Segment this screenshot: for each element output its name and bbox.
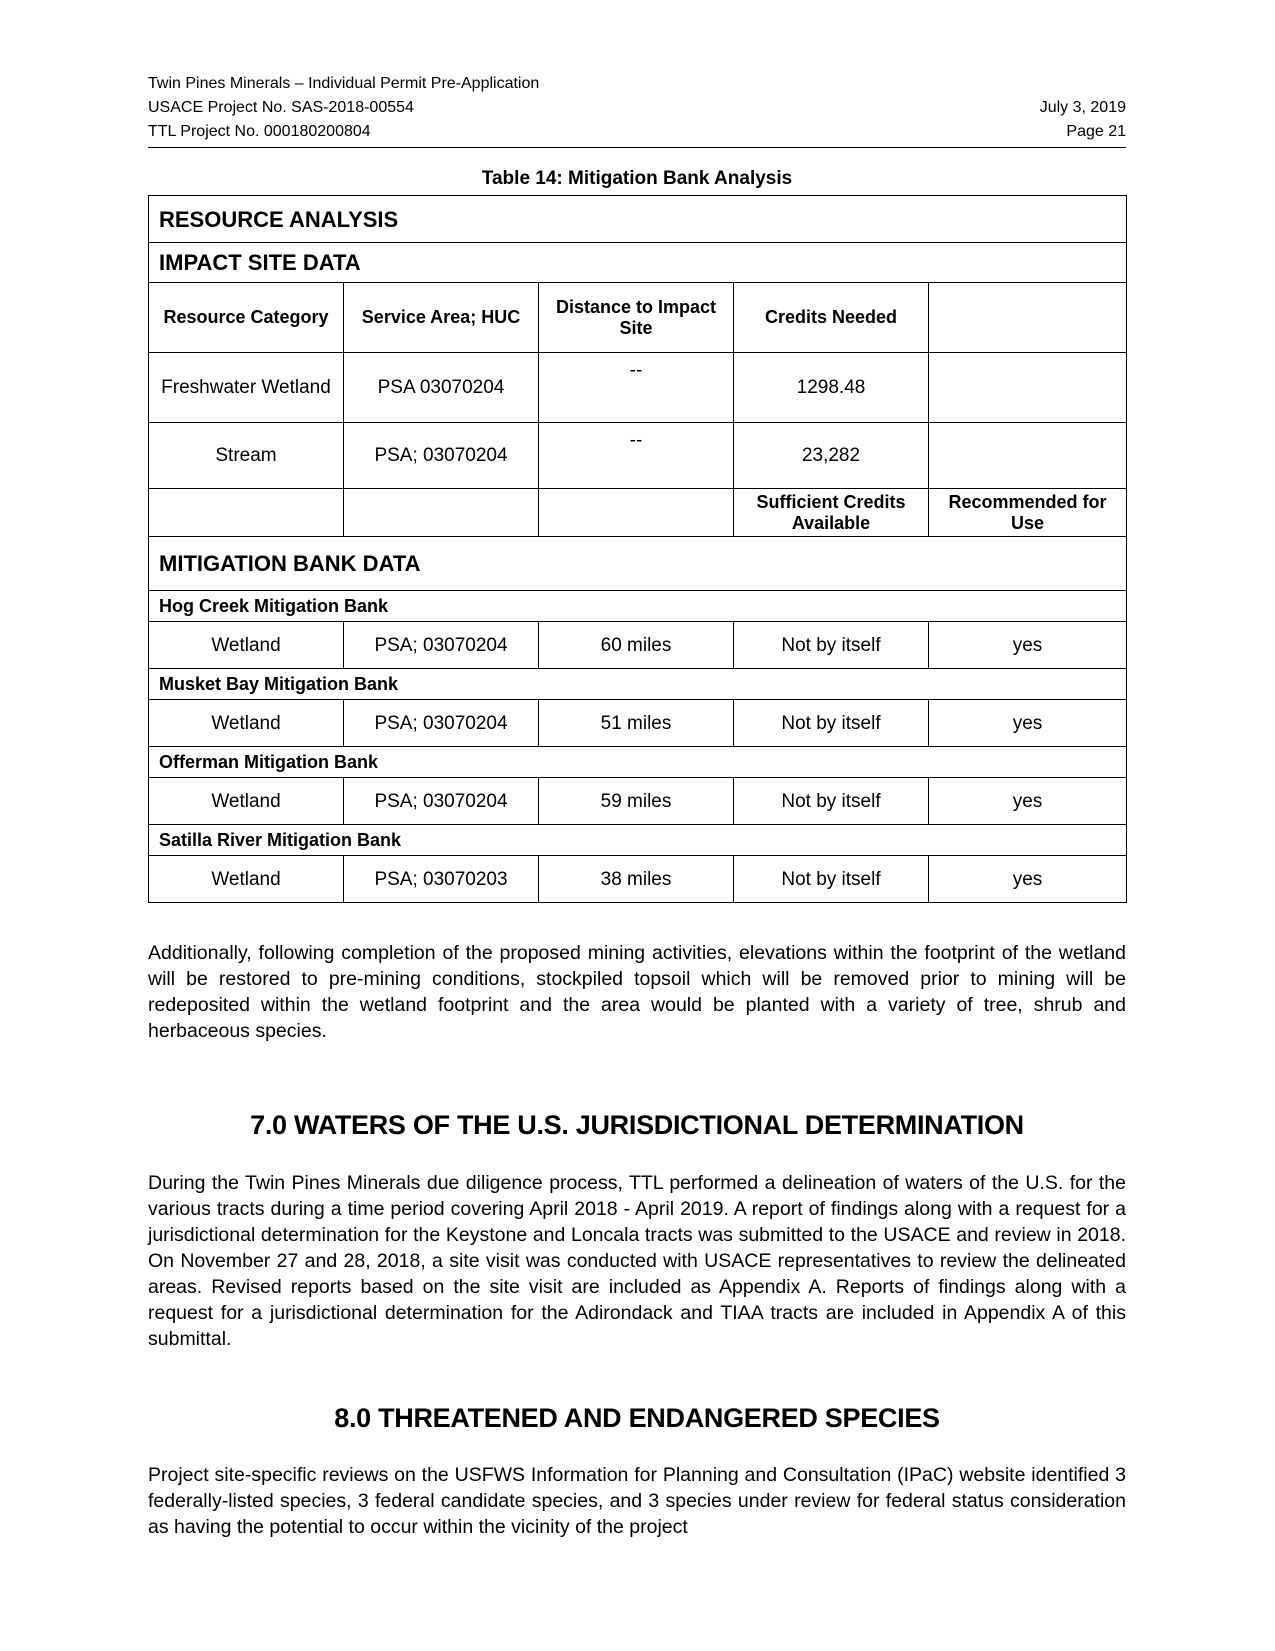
table-cell: Wetland [149, 778, 344, 825]
bank-name: Offerman Mitigation Bank [149, 747, 1127, 778]
table-cell: PSA; 03070203 [344, 856, 539, 903]
table-cell: -- [539, 423, 734, 489]
table-cell: yes [929, 778, 1127, 825]
header-title: Twin Pines Minerals – Individual Permit Pre-Application [148, 75, 540, 92]
section-impact-site-data: IMPACT SITE DATA [149, 243, 1127, 283]
table-cell: 51 miles [539, 700, 734, 747]
table-cell [929, 423, 1127, 489]
section-heading-7: 7.0 WATERS OF THE U.S. JURISDICTIONAL DETERMINATION [250, 1110, 1024, 1140]
header-usace-project: USACE Project No. SAS-2018-00554 [148, 99, 414, 116]
header-ttl-project: TTL Project No. 000180200804 [148, 123, 371, 140]
page-header [148, 72, 1126, 148]
bank-name-row [149, 591, 1127, 622]
bank-name-row [149, 825, 1127, 856]
column-header: Distance to Impact Site [539, 283, 734, 353]
table-cell [149, 489, 344, 537]
column-header: Resource Category [149, 283, 344, 353]
table-cell: PSA; 03070204 [344, 700, 539, 747]
column-header [929, 283, 1127, 353]
table-cell: 38 miles [539, 856, 734, 903]
table-cell: Wetland [149, 856, 344, 903]
paragraph-restoration: Additionally, following completion of the proposed mining activities, elevations within the footprint of the wetland will be restored to pre-mining conditions, stockpiled topsoil which will be removed prior to mining will be redeposited within the wetland footprint and the area would be planted with a variety of tree, shrub and herbaceous species. [148, 942, 1126, 1042]
table-cell: 60 miles [539, 622, 734, 669]
table-cell: -- [539, 353, 734, 423]
table-cell: Not by itself [734, 622, 929, 669]
table-cell: Not by itself [734, 700, 929, 747]
table-cell [929, 353, 1127, 423]
table-cell: PSA 03070204 [344, 353, 539, 423]
column-header: Recommended for Use [929, 489, 1127, 537]
table-header-row [149, 283, 1127, 353]
section-mitigation-bank-data: MITIGATION BANK DATA [149, 537, 1127, 591]
paragraph-jurisdictional: During the Twin Pines Minerals due diligence process, TTL performed a delineation of waters of the U.S. for the various tracts during a time period covering April 2018 - April 2019. A report of findings along with a request for a jurisdictional determination for the Keystone and Loncala tracts was submitted to the USACE and review in 2018. On November 27 and 28, 2018, a site visit was conducted with USACE representatives to review the delineated areas. Revised reports based on the site visit are included as Appendix A. Reports of findings along with a request for a jurisdictional determination for the Adirondack and TIAA tracts are included in Appendix A of this submittal. [148, 1172, 1126, 1350]
table-cell: yes [929, 622, 1127, 669]
table-cell: Stream [149, 423, 344, 489]
table-row [149, 196, 1127, 243]
table-cell: PSA; 03070204 [344, 622, 539, 669]
table-row [149, 353, 1127, 423]
table-cell: 1298.48 [734, 353, 929, 423]
table-cell: Not by itself [734, 778, 929, 825]
column-header: Service Area; HUC [344, 283, 539, 353]
table-row [149, 489, 1127, 537]
section-heading-8: 8.0 THREATENED AND ENDANGERED SPECIES [334, 1403, 940, 1433]
table-cell: yes [929, 700, 1127, 747]
section-resource-analysis: RESOURCE ANALYSIS [149, 196, 1127, 243]
table-cell: Wetland [149, 622, 344, 669]
table-cell: Freshwater Wetland [149, 353, 344, 423]
table-cell [344, 489, 539, 537]
bank-name-row [149, 669, 1127, 700]
mitigation-bank-table [148, 195, 1127, 903]
table-row [149, 778, 1127, 825]
table-cell: 23,282 [734, 423, 929, 489]
bank-name-row [149, 747, 1127, 778]
bank-name: Satilla River Mitigation Bank [149, 825, 1127, 856]
bank-name: Hog Creek Mitigation Bank [149, 591, 1127, 622]
column-header: Credits Needed [734, 283, 929, 353]
table-row [149, 700, 1127, 747]
header-date: July 3, 2019 [1039, 99, 1126, 116]
table-row [149, 243, 1127, 283]
table-cell [539, 489, 734, 537]
paragraph-species: Project site-specific reviews on the USFWS Information for Planning and Consultation (IPaC) website identified 3 federally-listed species, 3 federal candidate species, and 3 species under review for federal status consideration as having the potential to occur within the vicinity of the project [148, 1464, 1126, 1538]
table-row [149, 423, 1127, 489]
bank-name: Musket Bay Mitigation Bank [149, 669, 1127, 700]
table-cell: PSA; 03070204 [344, 423, 539, 489]
table-row [149, 622, 1127, 669]
column-header: Sufficient Credits Available [734, 489, 929, 537]
table-cell: Not by itself [734, 856, 929, 903]
table-cell: yes [929, 856, 1127, 903]
table-caption: Table 14: Mitigation Bank Analysis [481, 168, 793, 189]
table-row [149, 537, 1127, 591]
table-cell: PSA; 03070204 [344, 778, 539, 825]
table-row [149, 856, 1127, 903]
table-cell: 59 miles [539, 778, 734, 825]
table-cell: Wetland [149, 700, 344, 747]
header-page-number: Page 21 [1066, 123, 1126, 140]
